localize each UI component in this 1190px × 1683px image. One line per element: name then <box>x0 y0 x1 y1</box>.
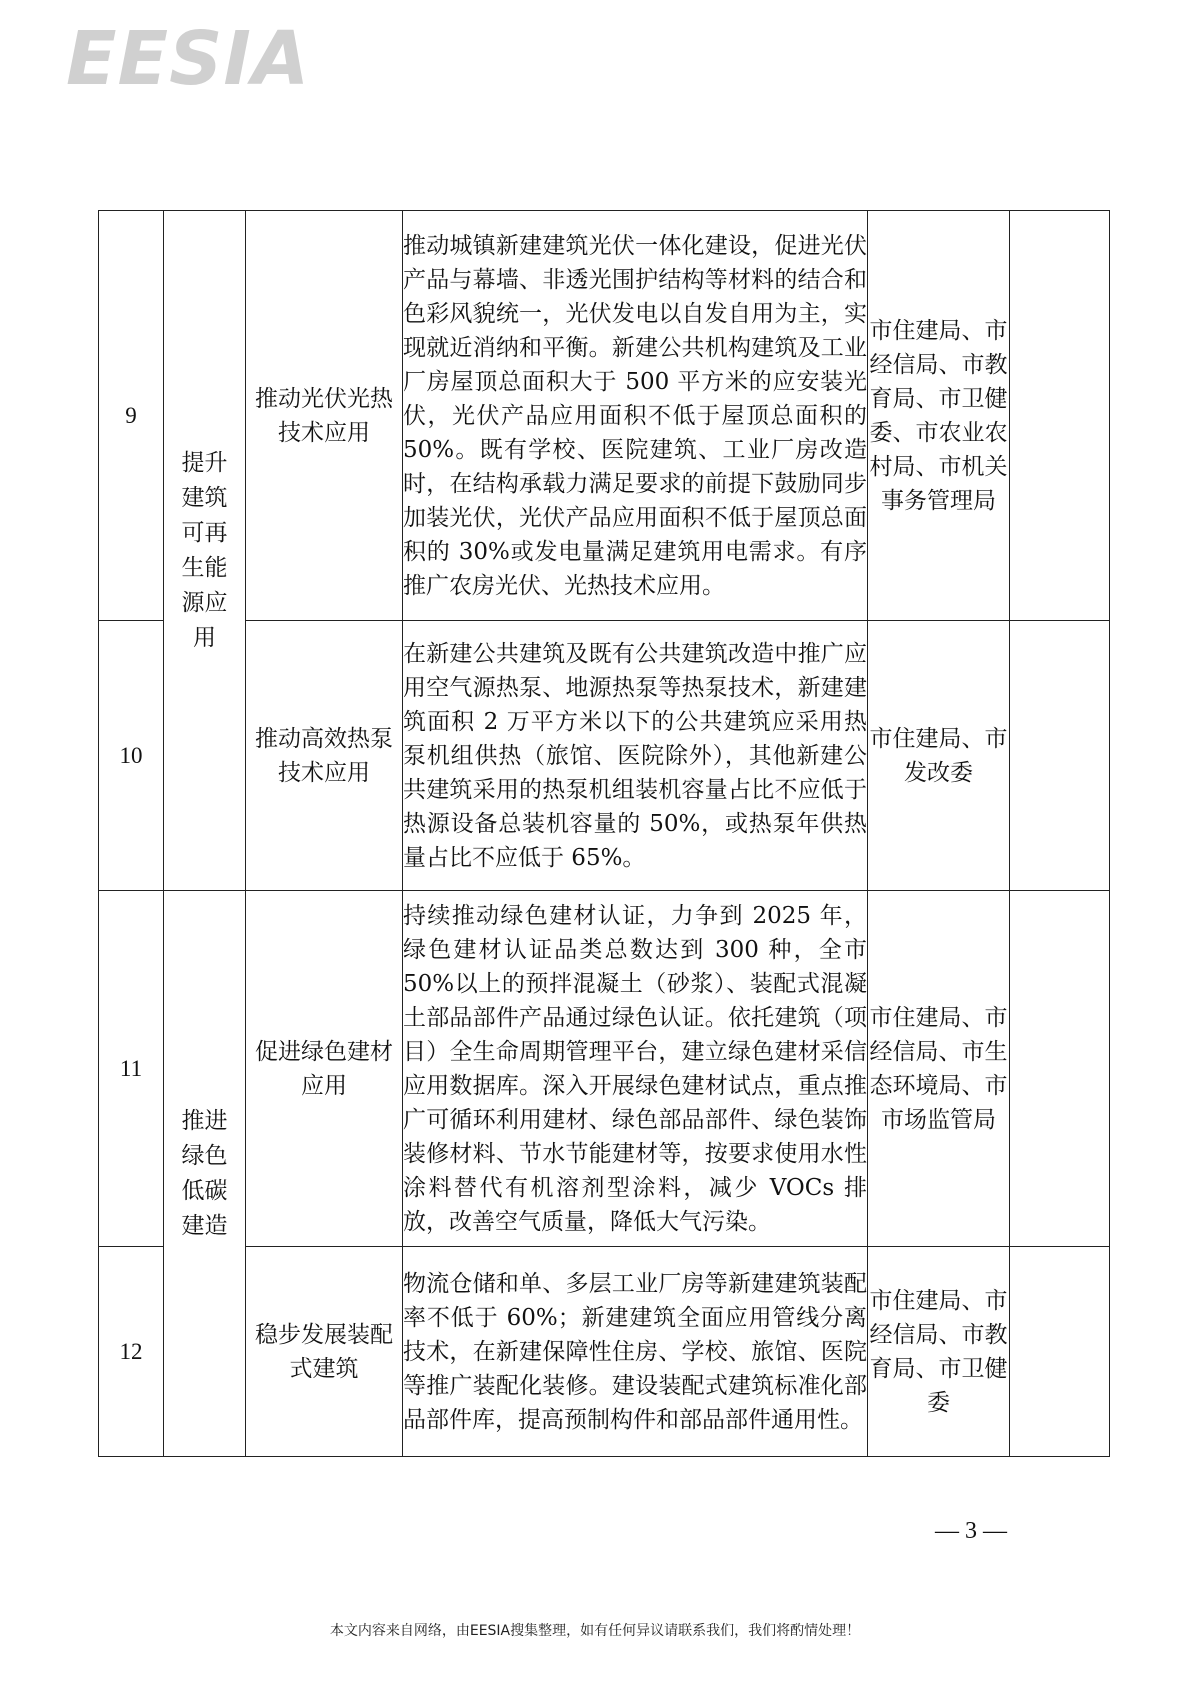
task-item: 稳步发展装配式建筑 <box>246 1247 403 1457</box>
responsible-departments: 市住建局、市经信局、市生态环境局、市市场监管局 <box>868 891 1010 1247</box>
task-description: 物流仓储和单、多层工业厂房等新建建筑装配率不低于 60%；新建建筑全面应用管线分离技术，在新建保障性住房、学校、旅馆、医院等推广装配化装修。建设装配式建筑标准化部品部件库，提高预制构件和部品部件通用性。 <box>403 1247 868 1457</box>
row-index: 9 <box>99 211 164 621</box>
row-index: 12 <box>99 1247 164 1457</box>
table-row <box>99 621 1110 891</box>
table-row <box>99 1247 1110 1457</box>
row-index: 10 <box>99 621 164 891</box>
responsible-departments: 市住建局、市经信局、市教育局、市卫健委 <box>868 1247 1010 1457</box>
table-row <box>99 891 1110 1247</box>
row-index: 11 <box>99 891 164 1247</box>
page-number: — 3 — <box>935 1518 1007 1544</box>
category-label: 推进绿色低碳建造 <box>181 1107 228 1239</box>
category-cell <box>164 891 246 1457</box>
task-description: 在新建公共建筑及既有公共建筑改造中推广应用空气源热泵、地源热泵等热泵技术，新建建筑面积 2 万平方米以下的公共建筑应采用热泵机组供热（旅馆、医院除外），其他新建公共建筑采用的热泵机组装机容量占比不应低于热源设备总装机容量的 50%，或热泵年供热量占比不应低于 65%。 <box>403 621 868 891</box>
responsible-departments: 市住建局、市经信局、市教育局、市卫健委、市农业农村局、市机关事务管理局 <box>868 211 1010 621</box>
task-item: 促进绿色建材应用 <box>246 891 403 1247</box>
empty-cell <box>1010 891 1110 1247</box>
empty-cell <box>1010 621 1110 891</box>
eesia-logo: EESIA <box>66 16 311 102</box>
responsible-departments: 市住建局、市发改委 <box>868 621 1010 891</box>
category-label: 提升建筑可再生能源应用 <box>181 449 228 651</box>
category-cell <box>164 211 246 891</box>
task-description: 持续推动绿色建材认证，力争到 2025 年，绿色建材认证品类总数达到 300 种，全市 50%以上的预拌混凝土（砂浆）、装配式混凝土部品部件产品通过绿色认证。依托建筑（项目）全生命周期管理平台，建立绿色建材采信应用数据库。深入开展绿色建材试点，重点推广可循环利用建材、绿色部品部件、绿色装饰装修材料、节水节能建材等，按要求使用水性涂料替代有机溶剂型涂料，减少 VOCs 排放，改善空气质量，降低大气污染。 <box>403 891 868 1247</box>
table-row <box>99 211 1110 621</box>
empty-cell <box>1010 1247 1110 1457</box>
footer-note: 本文内容来自网络，由EESIA搜集整理，如有任何异议请联系我们，我们将酌情处理！ <box>329 1623 861 1639</box>
task-item: 推动光伏光热技术应用 <box>246 211 403 621</box>
task-table <box>98 210 1110 1457</box>
task-item: 推动高效热泵技术应用 <box>246 621 403 891</box>
empty-cell <box>1010 211 1110 621</box>
task-description: 推动城镇新建建筑光伏一体化建设，促进光伏产品与幕墙、非透光围护结构等材料的结合和色彩风貌统一，光伏发电以自发自用为主，实现就近消纳和平衡。新建公共机构建筑及工业厂房屋顶总面积大于 500 平方米的应安装光伏，光伏产品应用面积不低于屋顶总面积的 50%。既有学校、医院建筑、工业厂房改造时，在结构承载力满足要求的前提下鼓励同步加装光伏，光伏产品应用面积不低于屋顶总面积的 30%或发电量满足建筑用电需求。有序推广农房光伏、光热技术应用。 <box>403 211 868 621</box>
